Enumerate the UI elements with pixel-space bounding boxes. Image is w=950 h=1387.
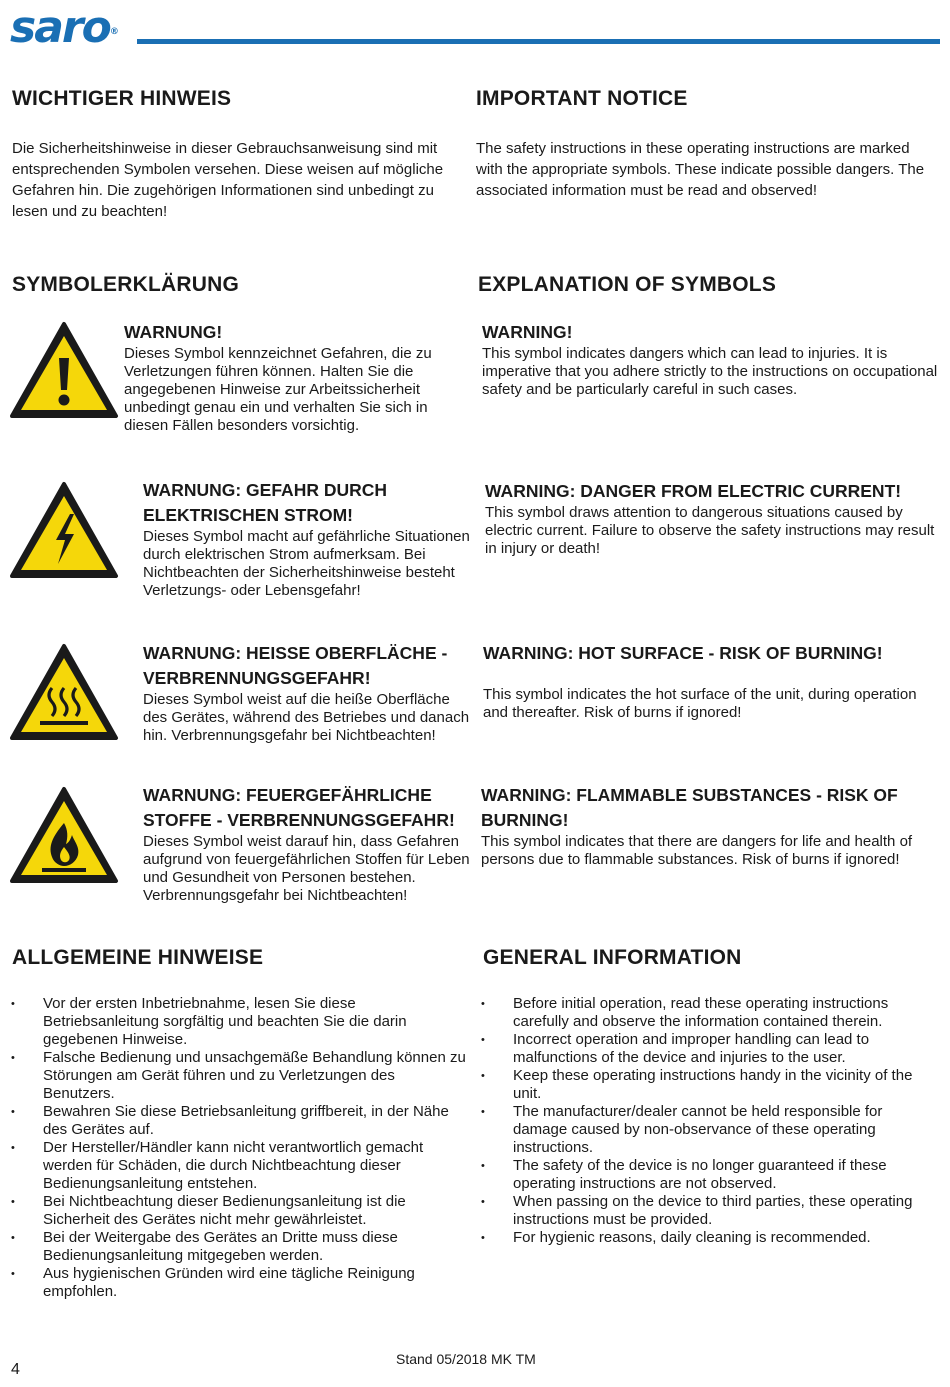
list-item: • Before initial operation, read these operating instructions carefully and observe the information contained therein. <box>481 995 939 1031</box>
list-item: • Bewahren Sie diese Betriebsanleitung griffbereit, in der Nähe des Gerätes auf. <box>11 1103 466 1139</box>
symbol-hot-en <box>483 641 938 722</box>
symbol-hot-de <box>143 641 473 745</box>
list-item: • Incorrect operation and improper handling can lead to malfunctions of the device and injuries to the user. <box>481 1031 939 1067</box>
symbol-flammable-de <box>143 783 478 905</box>
symbol-electric-de <box>143 478 475 600</box>
symbol-hot-title-de: WARNUNG: HEISSE OBERFLÄCHE - VERBRENNUNGSGEFAHR! <box>143 643 448 688</box>
symbol-hot-title-en: WARNING: HOT SURFACE - RISK OF BURNING! <box>483 643 883 663</box>
footer-stand: Stand 05/2018 MK TM <box>396 1351 536 1367</box>
general-list-en <box>481 995 939 1247</box>
list-item: • Bei der Weitergabe des Gerätes an Dritte muss diese Bedienungsanleitung mitgegeben werden. <box>11 1229 466 1265</box>
list-item: • Keep these operating instructions handy in the vicinity of the unit. <box>481 1067 939 1103</box>
list-item: • Aus hygienischen Gründen wird eine tägliche Reinigung empfohlen. <box>11 1265 466 1301</box>
list-item: • The manufacturer/dealer cannot be held responsible for damage caused by non-observance of these operating instructions. <box>481 1103 939 1157</box>
header-rule <box>137 39 940 44</box>
symbols-title-de: SYMBOLERKLÄRUNG <box>12 273 239 296</box>
symbol-flammable-text-en: This symbol indicates that there are dangers for life and health of persons due to flammable substances. Risk of burns if ignored! <box>481 833 913 868</box>
notice-title-de: WICHTIGER HINWEIS <box>12 87 232 110</box>
exclamation-warning-icon <box>8 320 120 420</box>
symbol-hot-text-de: Dieses Symbol weist auf die heiße Oberfläche des Gerätes, während des Betriebes und danach hin. Verbrennungsgefahr bei Nichtbeachten! <box>143 691 470 744</box>
symbol-hot-text-en: This symbol indicates the hot surface of the unit, during operation and thereafter. Risk of burns if ignored! <box>483 686 917 721</box>
symbol-flammable-text-de: Dieses Symbol weist darauf hin, dass Gefahren aufgrund von feuergefährlichen Stoffen für Leben und Gesundheit von Personen bestehen. Verbrennungsgefahr bei Nichtbeachten! <box>143 833 470 904</box>
symbol-flammable-en <box>481 783 931 869</box>
general-title-de: ALLGEMEINE HINWEISE <box>12 946 264 969</box>
list-item: • The safety of the device is no longer guaranteed if these operating instructions are not observed. <box>481 1157 939 1193</box>
notice-text-en: The safety instructions in these operating instructions are marked with the appropriate symbols. These indicate possible dangers. The associated information must be read and observed! <box>476 140 925 199</box>
symbol-warning-en <box>482 320 938 399</box>
list-item: • When passing on the device to third parties, these operating instructions must be provided. <box>481 1193 939 1229</box>
page-number: 4 <box>11 1361 20 1378</box>
symbol-electric-title-en: WARNING: DANGER FROM ELECTRIC CURRENT! <box>485 481 902 501</box>
electric-warning-icon <box>8 480 120 580</box>
list-item: • Der Hersteller/Händler kann nicht verantwortlich gemacht werden für Schäden, die durch Nichtbeachtung dieser Bedienungsanleitung entstehen. <box>11 1139 466 1193</box>
symbol-warning-text-en: This symbol indicates dangers which can lead to injuries. It is imperative that you adhere strictly to the instructions on occupational safety and be particularly careful in such cases. <box>482 345 938 398</box>
hot-surface-warning-icon <box>8 642 120 742</box>
general-list-de <box>11 995 466 1301</box>
symbol-warning-title-de: WARNUNG! <box>124 322 223 342</box>
symbol-electric-text-de: Dieses Symbol macht auf gefährliche Situationen durch elektrischen Strom aufmerksam. Bei Nichtbeachten der Sicherheitshinweise besteht Verletzungs- oder Lebensgefahr! <box>143 528 470 599</box>
list-item: • Bei Nichtbeachtung dieser Bedienungsanleitung ist die Sicherheit des Gerätes nicht mehr gewährleistet. <box>11 1193 466 1229</box>
flammable-warning-icon <box>8 785 120 885</box>
symbols-title-en: EXPLANATION OF SYMBOLS <box>478 273 777 296</box>
symbol-electric-title-de: WARNUNG: GEFAHR DURCH ELEKTRISCHEN STROM! <box>143 480 388 525</box>
symbol-electric-text-en: This symbol draws attention to dangerous situations caused by electric current. Failure to observe the safety instructions may result in injury or death! <box>485 504 935 557</box>
symbol-warning-de <box>124 320 469 435</box>
symbol-warning-title-en: WARNING! <box>482 322 573 342</box>
symbol-warning-text-de: Dieses Symbol kennzeichnet Gefahren, die zu Verletzungen führen können. Halten Sie die angegebenen Hinweise zur Arbeitssicherheit unbedingt genau ein und verhalten Sie sich in diesen Fällen besonders vorsichtig. <box>124 345 432 434</box>
symbol-electric-en <box>485 479 935 558</box>
saro-logo: saro® <box>10 2 119 53</box>
list-item: • Vor der ersten Inbetriebnahme, lesen Sie diese Betriebsanleitung sorgfältig und beachten Sie die darin gegebenen Hinweise. <box>11 995 466 1049</box>
list-item: • Falsche Bedienung und unsachgemäße Behandlung können zu Störungen am Gerät führen und zu Verletzungen des Benutzers. <box>11 1049 466 1103</box>
symbol-flammable-title-de: WARNUNG: FEUERGEFÄHRLICHE STOFFE - VERBRENNUNGSGEFAHR! <box>143 785 455 830</box>
list-item: • For hygienic reasons, daily cleaning is recommended. <box>481 1229 939 1247</box>
general-title-en: GENERAL INFORMATION <box>483 946 742 969</box>
notice-title-en: IMPORTANT NOTICE <box>476 87 688 110</box>
notice-text-de: Die Sicherheitshinweise in dieser Gebrauchsanweisung sind mit entsprechenden Symbolen versehen. Diese weisen auf mögliche Gefahren hin. Die zugehörigen Informationen sind unbedingt zu lesen und zu beachten! <box>12 140 444 220</box>
symbol-flammable-title-en: WARNING: FLAMMABLE SUBSTANCES - RISK OF BURNING! <box>481 785 898 830</box>
